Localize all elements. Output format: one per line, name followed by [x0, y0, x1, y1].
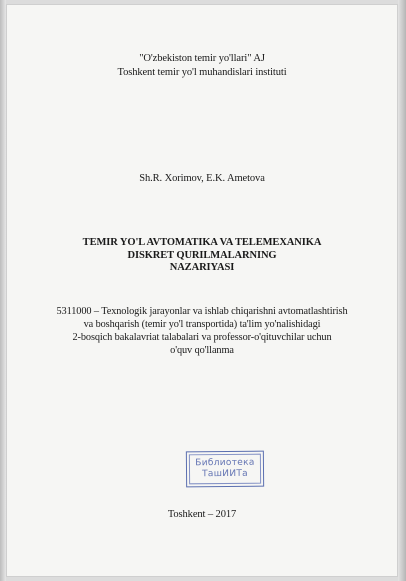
description-line-3: 2-bosqich bakalavriat talabalari va professor-o'qituvchilar uchun [72, 332, 332, 343]
stamp-line-1: Библиотека [195, 457, 255, 469]
description-block [6, 305, 398, 357]
description-line-1: 5311000 – Texnologik jarayonlar va ishlab chiqarishni avtomatlashtirish [56, 306, 348, 317]
library-stamp-inner [189, 454, 261, 485]
authors: Sh.R. Xorimov, E.K. Ametova [139, 173, 265, 184]
city-year: Toshkent – 2017 [167, 509, 237, 520]
organization-block [6, 52, 398, 80]
organization-line-2: Toshkent temir yo'l muhandislari instituti [117, 67, 287, 78]
book-title [6, 237, 398, 275]
description-line-2: va boshqarish (temir yo'l transportida) ta'lim yo'nalishidagi [83, 319, 321, 330]
stamp-line-2: ТашИИТа [202, 468, 248, 480]
description-line-4: o'quv qo'llanma [170, 345, 234, 356]
title-line-3: NAZARIYASI [169, 262, 235, 273]
title-line-1: TEMIR YO'L AVTOMATIKA VA TELEMEXANIKA [82, 237, 322, 248]
organization-line-1: "O'zbekiston temir yo'llari" AJ [139, 53, 265, 64]
title-line-2: DISKRET QURILMALARNING [127, 249, 277, 261]
title-page [6, 4, 398, 577]
scan-edge-right [398, 0, 406, 581]
library-stamp [186, 451, 264, 488]
